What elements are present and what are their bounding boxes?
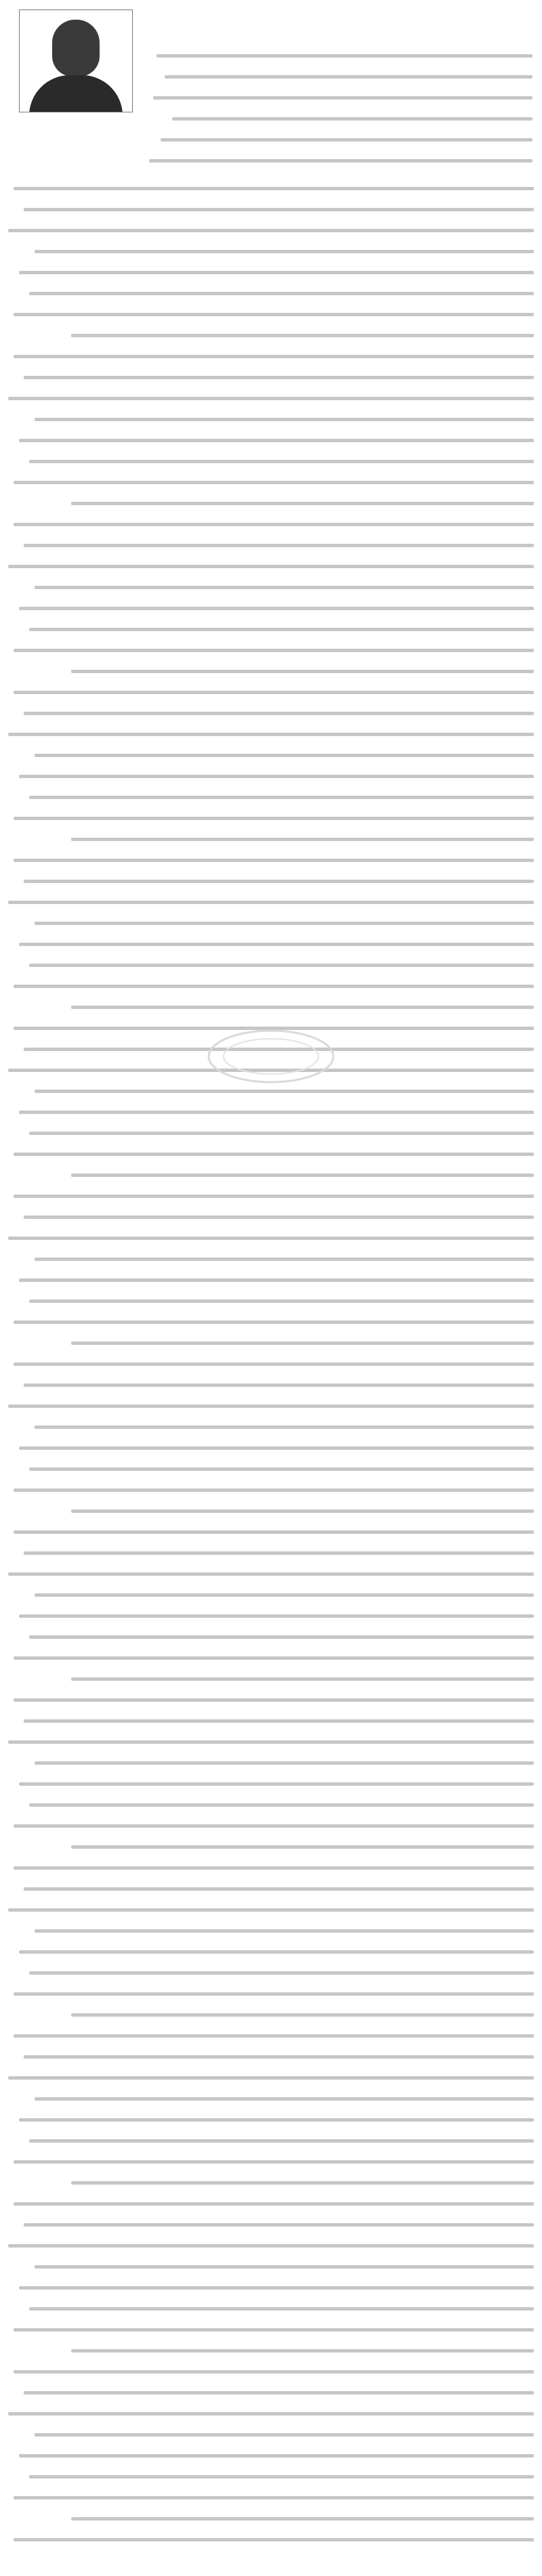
text-line-placeholder xyxy=(8,1908,534,1912)
text-line-placeholder xyxy=(8,733,534,736)
text-line-placeholder xyxy=(24,880,534,883)
text-line-placeholder xyxy=(71,334,534,337)
text-line-placeholder xyxy=(14,313,534,316)
text-line-placeholder xyxy=(19,2286,534,2290)
text-line-placeholder xyxy=(35,1929,534,1933)
author-byline xyxy=(8,9,142,172)
text-line-placeholder xyxy=(24,1216,534,1219)
text-line-placeholder xyxy=(14,481,534,484)
text-line-placeholder xyxy=(165,75,533,79)
text-line-placeholder xyxy=(19,1614,534,1618)
article-body xyxy=(8,181,534,2568)
author-name xyxy=(8,115,142,138)
text-line-placeholder xyxy=(14,691,534,694)
author-photo-shoulders xyxy=(29,75,123,112)
text-line-placeholder xyxy=(29,1803,534,1807)
text-line-placeholder xyxy=(19,439,534,442)
text-line-placeholder xyxy=(24,1887,534,1891)
text-line-placeholder xyxy=(71,502,534,505)
text-line-placeholder xyxy=(24,208,534,211)
article-lead-column xyxy=(149,49,533,177)
text-line-placeholder xyxy=(8,1740,534,1744)
text-line-placeholder xyxy=(14,859,534,862)
text-line-placeholder xyxy=(35,1425,534,1429)
text-line-placeholder xyxy=(29,2307,534,2311)
text-line-placeholder xyxy=(24,1551,534,1555)
text-line-placeholder xyxy=(35,2097,534,2101)
text-line-placeholder xyxy=(35,2265,534,2269)
text-line-placeholder xyxy=(24,1383,534,1387)
text-line-placeholder xyxy=(24,1719,534,1723)
text-line-placeholder xyxy=(19,1782,534,1786)
author-photo xyxy=(19,9,133,112)
text-line-placeholder xyxy=(8,229,534,232)
text-line-placeholder xyxy=(14,1488,534,1492)
text-line-placeholder xyxy=(24,544,534,547)
text-line-placeholder xyxy=(8,565,534,568)
text-line-placeholder xyxy=(71,1341,534,1345)
text-line-placeholder xyxy=(14,2202,534,2206)
text-line-placeholder xyxy=(19,1950,534,1954)
text-line-placeholder xyxy=(14,2328,534,2332)
author-email xyxy=(8,158,142,169)
text-line-placeholder xyxy=(14,1362,534,1366)
text-line-placeholder xyxy=(35,1761,534,1765)
text-line-placeholder xyxy=(14,2538,534,2541)
text-line-placeholder xyxy=(8,397,534,400)
text-line-placeholder xyxy=(35,2433,534,2437)
text-line-placeholder xyxy=(14,1866,534,1870)
text-line-placeholder xyxy=(35,586,534,589)
text-line-placeholder xyxy=(14,2160,534,2164)
text-line-placeholder xyxy=(149,159,533,163)
text-line-placeholder xyxy=(24,2223,534,2227)
text-line-placeholder xyxy=(71,1509,534,1513)
text-line-placeholder xyxy=(19,1446,534,1450)
text-line-placeholder xyxy=(24,2391,534,2395)
text-line-placeholder xyxy=(29,1971,534,1975)
text-line-placeholder xyxy=(14,985,534,988)
text-line-placeholder xyxy=(14,817,534,820)
text-line-placeholder xyxy=(29,796,534,799)
text-line-placeholder xyxy=(35,1258,534,1261)
text-line-placeholder xyxy=(29,2139,534,2143)
text-line-placeholder xyxy=(14,1698,534,1702)
text-line-placeholder xyxy=(8,901,534,904)
text-line-placeholder xyxy=(19,943,534,946)
text-line-placeholder xyxy=(172,117,533,121)
text-line-placeholder xyxy=(19,271,534,274)
text-line-placeholder xyxy=(8,2076,534,2080)
text-line-placeholder xyxy=(8,1069,534,1072)
text-line-placeholder xyxy=(29,1467,534,1471)
text-line-placeholder xyxy=(71,1174,534,1177)
text-line-placeholder xyxy=(35,1593,534,1597)
text-line-placeholder xyxy=(71,1677,534,1681)
text-line-placeholder xyxy=(8,1237,534,1240)
text-line-placeholder xyxy=(29,1132,534,1135)
text-line-placeholder xyxy=(19,1279,534,1282)
text-line-placeholder xyxy=(14,523,534,526)
text-line-placeholder xyxy=(71,1845,534,1849)
text-line-placeholder xyxy=(35,1090,534,1093)
text-line-placeholder xyxy=(19,775,534,778)
text-line-placeholder xyxy=(71,2013,534,2017)
author-signature xyxy=(8,138,142,156)
text-line-placeholder xyxy=(24,712,534,715)
text-line-placeholder xyxy=(35,418,534,421)
text-line-placeholder xyxy=(8,1404,534,1408)
text-line-placeholder xyxy=(14,649,534,652)
text-line-placeholder xyxy=(19,607,534,610)
text-line-placeholder xyxy=(153,96,533,100)
text-line-placeholder xyxy=(14,2034,534,2038)
text-line-placeholder xyxy=(8,1572,534,1576)
text-line-placeholder xyxy=(71,2349,534,2353)
text-line-placeholder xyxy=(71,2517,534,2520)
text-line-placeholder xyxy=(14,1027,534,1030)
text-line-placeholder xyxy=(35,754,534,757)
author-photo-head xyxy=(52,20,100,77)
text-line-placeholder xyxy=(24,2055,534,2059)
text-line-placeholder xyxy=(29,460,534,463)
text-line-placeholder xyxy=(8,2244,534,2248)
text-line-placeholder xyxy=(14,1992,534,1996)
text-line-placeholder xyxy=(14,1824,534,1828)
text-line-placeholder xyxy=(29,2475,534,2478)
text-line-placeholder xyxy=(24,1048,534,1051)
article-title xyxy=(167,12,533,41)
text-line-placeholder xyxy=(29,628,534,631)
text-line-placeholder xyxy=(71,1006,534,1009)
text-line-placeholder xyxy=(29,964,534,967)
text-line-placeholder xyxy=(157,54,533,58)
text-line-placeholder xyxy=(35,922,534,925)
text-line-placeholder xyxy=(14,1321,534,1324)
text-line-placeholder xyxy=(29,1300,534,1303)
text-line-placeholder xyxy=(71,670,534,673)
text-line-placeholder xyxy=(14,1153,534,1156)
text-line-placeholder xyxy=(71,838,534,841)
text-line-placeholder xyxy=(71,2181,534,2185)
text-line-placeholder xyxy=(161,138,533,142)
text-line-placeholder xyxy=(14,2370,534,2374)
text-line-placeholder xyxy=(19,2118,534,2122)
text-line-placeholder xyxy=(14,355,534,358)
text-line-placeholder xyxy=(29,1635,534,1639)
text-line-placeholder xyxy=(14,2496,534,2499)
text-line-placeholder xyxy=(14,1656,534,1660)
text-line-placeholder xyxy=(35,250,534,253)
text-line-placeholder xyxy=(19,1111,534,1114)
text-line-placeholder xyxy=(14,1530,534,1534)
text-line-placeholder xyxy=(19,2454,534,2457)
text-line-placeholder xyxy=(14,187,534,190)
text-line-placeholder xyxy=(29,292,534,295)
text-line-placeholder xyxy=(24,376,534,379)
text-line-placeholder xyxy=(14,1195,534,1198)
text-line-placeholder xyxy=(8,2412,534,2416)
